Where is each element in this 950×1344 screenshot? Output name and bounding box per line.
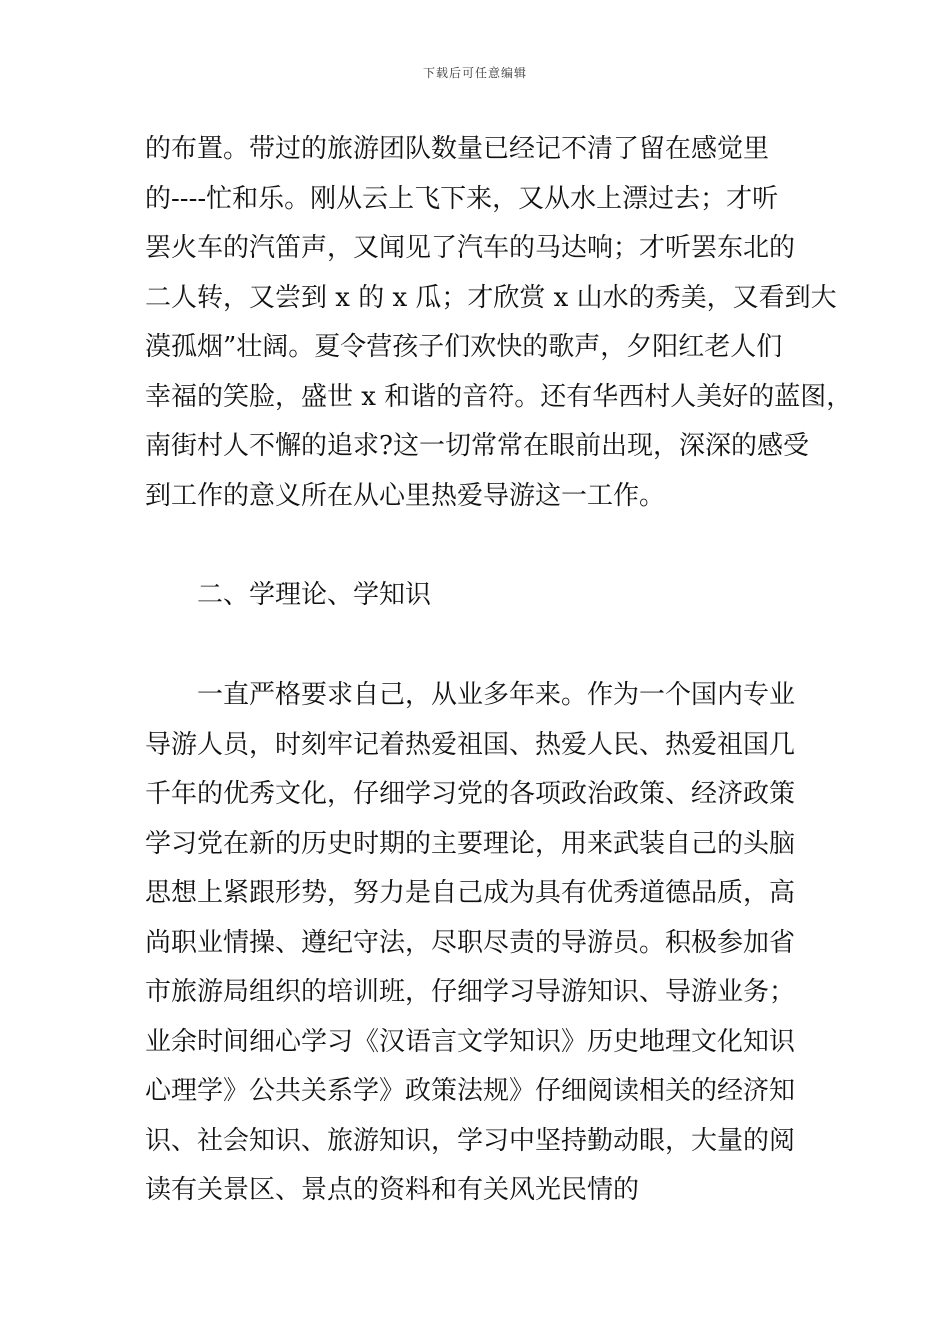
paragraph-line: 的布置。带过的旅游团队数量已经记不清了留在感觉里	[145, 134, 770, 164]
paragraph-line: 识、社会知识、旅游知识，学习中坚持勤动眼，大量的阅	[145, 1125, 796, 1156]
paragraph-line: 一直严格要求自己，从业多年来。作为一个国内专业	[197, 680, 796, 710]
paragraph-line: 思想上紧跟形势，努力是自己成为具有优秀道德品质，高	[145, 878, 796, 908]
section-heading-block	[145, 571, 825, 621]
paragraph-line: 读有关景区、景点的资料和有关风光民情的	[145, 1175, 640, 1205]
paragraph-line: 二人转，又尝到 x 的 x 瓜；才欣赏 x 山水的秀美，又看到大	[145, 282, 837, 313]
paragraph-1	[145, 125, 853, 521]
paragraph-line: 幸福的笑脸，盛世 x 和谐的音符。还有华西村人美好的蓝图，	[145, 381, 853, 412]
paragraph-line: 学习党在新的历史时期的主要理论，用来武装自己的头脑	[145, 828, 796, 859]
paragraph-line: 导游人员，时刻牢记着热爱祖国、热爱人民、热爱祖国几	[145, 729, 796, 760]
paragraph-line: 到工作的意义所在从心里热爱导游这一工作。	[145, 480, 666, 511]
paragraph-line: 漠孤烟”壮阔。夏令营孩子们欢快的歌声，夕阳红老人们	[145, 332, 783, 362]
paragraph-line: 业余时间细心学习《汉语言文学知识》历史地理文化知识	[145, 1026, 796, 1057]
paragraph-line: 市旅游局组织的培训班，仔细学习导游知识、导游业务；	[145, 977, 796, 1007]
paragraph-line: 南街村人不懈的追求?这一切常常在眼前出现，深深的感受	[145, 431, 809, 461]
paragraph-line: 心理学》公共关系学》政策法规》仔细阅读相关的经济知	[145, 1076, 796, 1106]
section-heading: 二、学理论、学知识	[197, 580, 432, 610]
paragraph-2	[145, 671, 825, 1216]
page-header: 下载后可任意编辑	[422, 66, 527, 80]
paragraph-line: 千年的优秀文化，仔细学习党的各项政治政策、经济政策	[145, 779, 796, 809]
paragraph-line: 罢火车的汽笛声，又闻见了汽车的马达响；才听罢东北的	[145, 233, 796, 263]
paragraph-line: 的----忙和乐。刚从云上飞下来，又从水上漂过去；才听	[145, 183, 779, 214]
paragraph-line: 尚职业情操、遵纪守法，尽职尽责的导游员。积极参加省	[145, 927, 796, 958]
